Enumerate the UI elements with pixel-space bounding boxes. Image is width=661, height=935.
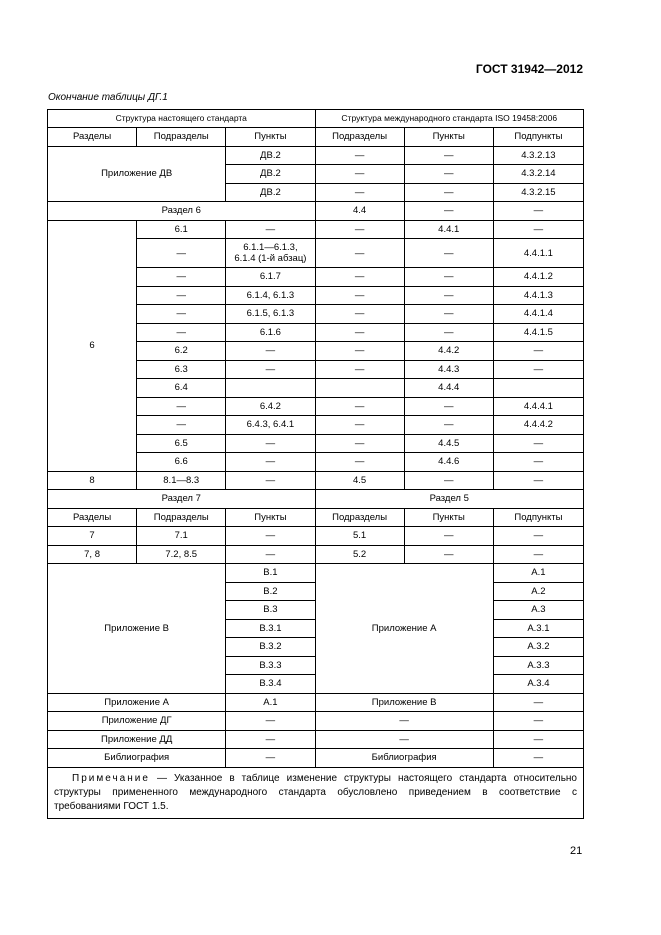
table-cell: Приложение А: [315, 564, 493, 694]
table-cell: —: [315, 183, 404, 202]
table-cell: 6: [48, 220, 137, 471]
table-cell: —: [226, 712, 315, 731]
table-cell: —: [137, 239, 226, 268]
table-cell: 4.4.1.1: [493, 239, 583, 268]
table-cell: 5.2: [315, 545, 404, 564]
table-cell: В.3.4: [226, 675, 315, 694]
table-cell: 6.4.3, 6.4.1: [226, 416, 315, 435]
table-cell: 7: [48, 527, 137, 546]
table-cell: 4.4.4.2: [493, 416, 583, 435]
table-cell: —: [493, 471, 583, 490]
table-row: [48, 128, 584, 147]
column-header: Разделы: [48, 128, 137, 147]
table-cell: 6.1: [137, 220, 226, 239]
table-cell: 4.4.5: [404, 434, 493, 453]
table-cell: 6.6: [137, 453, 226, 472]
table-row: [48, 490, 584, 509]
table-cell: —: [315, 712, 493, 731]
table-row: [48, 730, 584, 749]
table-cell: —: [226, 220, 315, 239]
table-cell: —: [493, 693, 583, 712]
table-cell: —: [493, 749, 583, 768]
table-cell: 4.4: [315, 202, 404, 221]
table-cell: В.3: [226, 601, 315, 620]
column-header: Подразделы: [137, 508, 226, 527]
note-text: — Указанное в таблице изменение структуры настоящего стандарта относительно структуры примененного международного стандарта обусловлено приведением в соответствие с требованиями ГОСТ 1.5.: [54, 772, 577, 812]
table-cell: А.3.1: [493, 619, 583, 638]
table-cell: —: [493, 730, 583, 749]
table-cell: 7.1: [137, 527, 226, 546]
table-cell: ДВ.2: [226, 146, 315, 165]
table-row: [48, 545, 584, 564]
table-cell: —: [315, 165, 404, 184]
table-cell: 4.3.2.15: [493, 183, 583, 202]
header-international-structure: Структура международного стандарта ISO 19458:2006: [315, 110, 584, 128]
table-cell: —: [493, 453, 583, 472]
table-cell: 6.1.4, 6.1.3: [226, 286, 315, 305]
cell-line: 6.1.1—6.1.3,: [243, 242, 298, 253]
table-cell: —: [404, 471, 493, 490]
table-cell: —: [137, 323, 226, 342]
table-cell: 4.4.6: [404, 453, 493, 472]
table-cell: —: [315, 730, 493, 749]
table-cell: 4.4.1.5: [493, 323, 583, 342]
table-cell: 6.3: [137, 360, 226, 379]
table-cell: Библиография: [48, 749, 226, 768]
table-cell: —: [493, 202, 583, 221]
column-header: Пункты: [404, 508, 493, 527]
table-cell: ДВ.2: [226, 183, 315, 202]
table-cell: —: [493, 545, 583, 564]
table-cell: В.3.2: [226, 638, 315, 657]
cell-line: 6.1.4 (1-й абзац): [234, 253, 307, 264]
table-row: [48, 712, 584, 731]
page-number: 21: [570, 845, 583, 857]
table-cell: —: [137, 305, 226, 324]
table-cell: —: [404, 305, 493, 324]
table-cell: —: [137, 286, 226, 305]
table-cell: 4.3.2.13: [493, 146, 583, 165]
table-cell: ДВ.2: [226, 165, 315, 184]
table-cell: —: [315, 239, 404, 268]
table-cell: —: [315, 146, 404, 165]
table-cell: —: [137, 416, 226, 435]
table-row: [48, 767, 584, 818]
table-cell: Раздел 5: [315, 490, 584, 509]
table-cell: —: [226, 730, 315, 749]
table-cell: В.2: [226, 582, 315, 601]
table-row: [48, 202, 584, 221]
table-cell: —: [404, 268, 493, 287]
column-header: Пункты: [226, 508, 315, 527]
table-cell: 5.1: [315, 527, 404, 546]
table-cell: —: [315, 323, 404, 342]
table-cell: —: [404, 527, 493, 546]
table-cell: [226, 379, 315, 398]
table-cell: 6.1.5, 6.1.3: [226, 305, 315, 324]
table-cell: —: [404, 183, 493, 202]
table-cell: —: [315, 434, 404, 453]
table-cell: —: [404, 165, 493, 184]
table-cell: 4.4.1.4: [493, 305, 583, 324]
table-cell: Приложение В: [48, 564, 226, 694]
table-cell: —: [493, 712, 583, 731]
table-row: [48, 471, 584, 490]
table-cell: [315, 379, 404, 398]
table-row: [48, 749, 584, 768]
table-cell: —: [404, 239, 493, 268]
column-header: Подпункты: [493, 508, 583, 527]
table-cell: В.3.1: [226, 619, 315, 638]
table-cell: А.3: [493, 601, 583, 620]
table-cell: —: [315, 220, 404, 239]
table-cell: А.2: [493, 582, 583, 601]
table-cell: —: [315, 305, 404, 324]
table-cell: В.3.3: [226, 656, 315, 675]
table-cell: —: [226, 471, 315, 490]
table-cell: —: [493, 434, 583, 453]
table-cell: 4.4.1.2: [493, 268, 583, 287]
column-header: Подразделы: [315, 128, 404, 147]
table-cell: —: [404, 286, 493, 305]
table-note: [48, 767, 584, 818]
table-cell: —: [404, 397, 493, 416]
table-row: [48, 220, 584, 239]
column-header: Разделы: [48, 508, 137, 527]
table-cell: —: [137, 268, 226, 287]
table-cell: —: [404, 545, 493, 564]
table-cell: —: [226, 749, 315, 768]
table-cell: —: [404, 146, 493, 165]
table-cell: А.3.4: [493, 675, 583, 694]
column-header: Пункты: [226, 128, 315, 147]
table-cell: —: [493, 360, 583, 379]
table-cell: Приложение В: [315, 693, 493, 712]
column-header: Пункты: [404, 128, 493, 147]
table-cell: —: [493, 527, 583, 546]
table-cell: 4.5: [315, 471, 404, 490]
column-header: Подразделы: [315, 508, 404, 527]
table-cell: Приложение ДГ: [48, 712, 226, 731]
table-cell: —: [315, 286, 404, 305]
table-cell: —: [315, 342, 404, 361]
table-caption: Окончание таблицы ДГ.1: [48, 92, 168, 103]
table-cell: [493, 379, 583, 398]
table-row: [48, 527, 584, 546]
table-row: [48, 110, 584, 128]
table-cell: 6.4: [137, 379, 226, 398]
table-cell: 8.1—8.3: [137, 471, 226, 490]
table-cell: А.1: [226, 693, 315, 712]
table-cell: —: [226, 360, 315, 379]
table-cell: —: [226, 453, 315, 472]
table-row: [48, 693, 584, 712]
table-row: [48, 146, 584, 165]
table-cell: —: [315, 268, 404, 287]
table-cell: —: [137, 397, 226, 416]
table-cell: 6.1.6: [226, 323, 315, 342]
column-header: Подразделы: [137, 128, 226, 147]
table-cell: В.1: [226, 564, 315, 583]
table-cell: 4.3.2.14: [493, 165, 583, 184]
table-cell: Приложение ДД: [48, 730, 226, 749]
table-cell: —: [404, 323, 493, 342]
table-cell: —: [226, 342, 315, 361]
table-cell: —: [315, 453, 404, 472]
table-cell: 6.4.2: [226, 397, 315, 416]
table-cell: —: [404, 416, 493, 435]
table-cell: —: [493, 220, 583, 239]
table-row: [48, 508, 584, 527]
table-cell: —: [226, 545, 315, 564]
header-current-structure: Структура настоящего стандарта: [48, 110, 316, 128]
table-cell: Раздел 7: [48, 490, 316, 509]
table-cell: [226, 239, 315, 268]
table-cell: Приложение А: [48, 693, 226, 712]
table-cell: 6.5: [137, 434, 226, 453]
table-cell: Раздел 6: [48, 202, 316, 221]
table-cell: Библиография: [315, 749, 493, 768]
table-cell: —: [404, 202, 493, 221]
note-label: Примечание: [72, 772, 150, 784]
table-cell: 4.4.4: [404, 379, 493, 398]
document-header: ГОСТ 31942—2012: [475, 62, 583, 76]
table-cell: А.1: [493, 564, 583, 583]
correspondence-table: [47, 109, 584, 819]
table-cell: 4.4.3: [404, 360, 493, 379]
table-cell: 4.4.4.1: [493, 397, 583, 416]
table-cell: А.3.2: [493, 638, 583, 657]
table-cell: —: [226, 434, 315, 453]
table-cell: —: [315, 416, 404, 435]
table-cell: 6.2: [137, 342, 226, 361]
column-header: Подпункты: [493, 128, 583, 147]
table-cell: 7.2, 8.5: [137, 545, 226, 564]
table-cell: 7, 8: [48, 545, 137, 564]
table-cell: 8: [48, 471, 137, 490]
table-cell: 4.4.1.3: [493, 286, 583, 305]
table-cell: 4.4.1: [404, 220, 493, 239]
table-cell: —: [315, 397, 404, 416]
table-cell: 6.1.7: [226, 268, 315, 287]
table-cell: —: [493, 342, 583, 361]
table-cell: —: [315, 360, 404, 379]
table-cell: Приложение ДВ: [48, 146, 226, 202]
table-row: [48, 564, 584, 583]
table-cell: А.3.3: [493, 656, 583, 675]
table-cell: —: [226, 527, 315, 546]
table-cell: 4.4.2: [404, 342, 493, 361]
